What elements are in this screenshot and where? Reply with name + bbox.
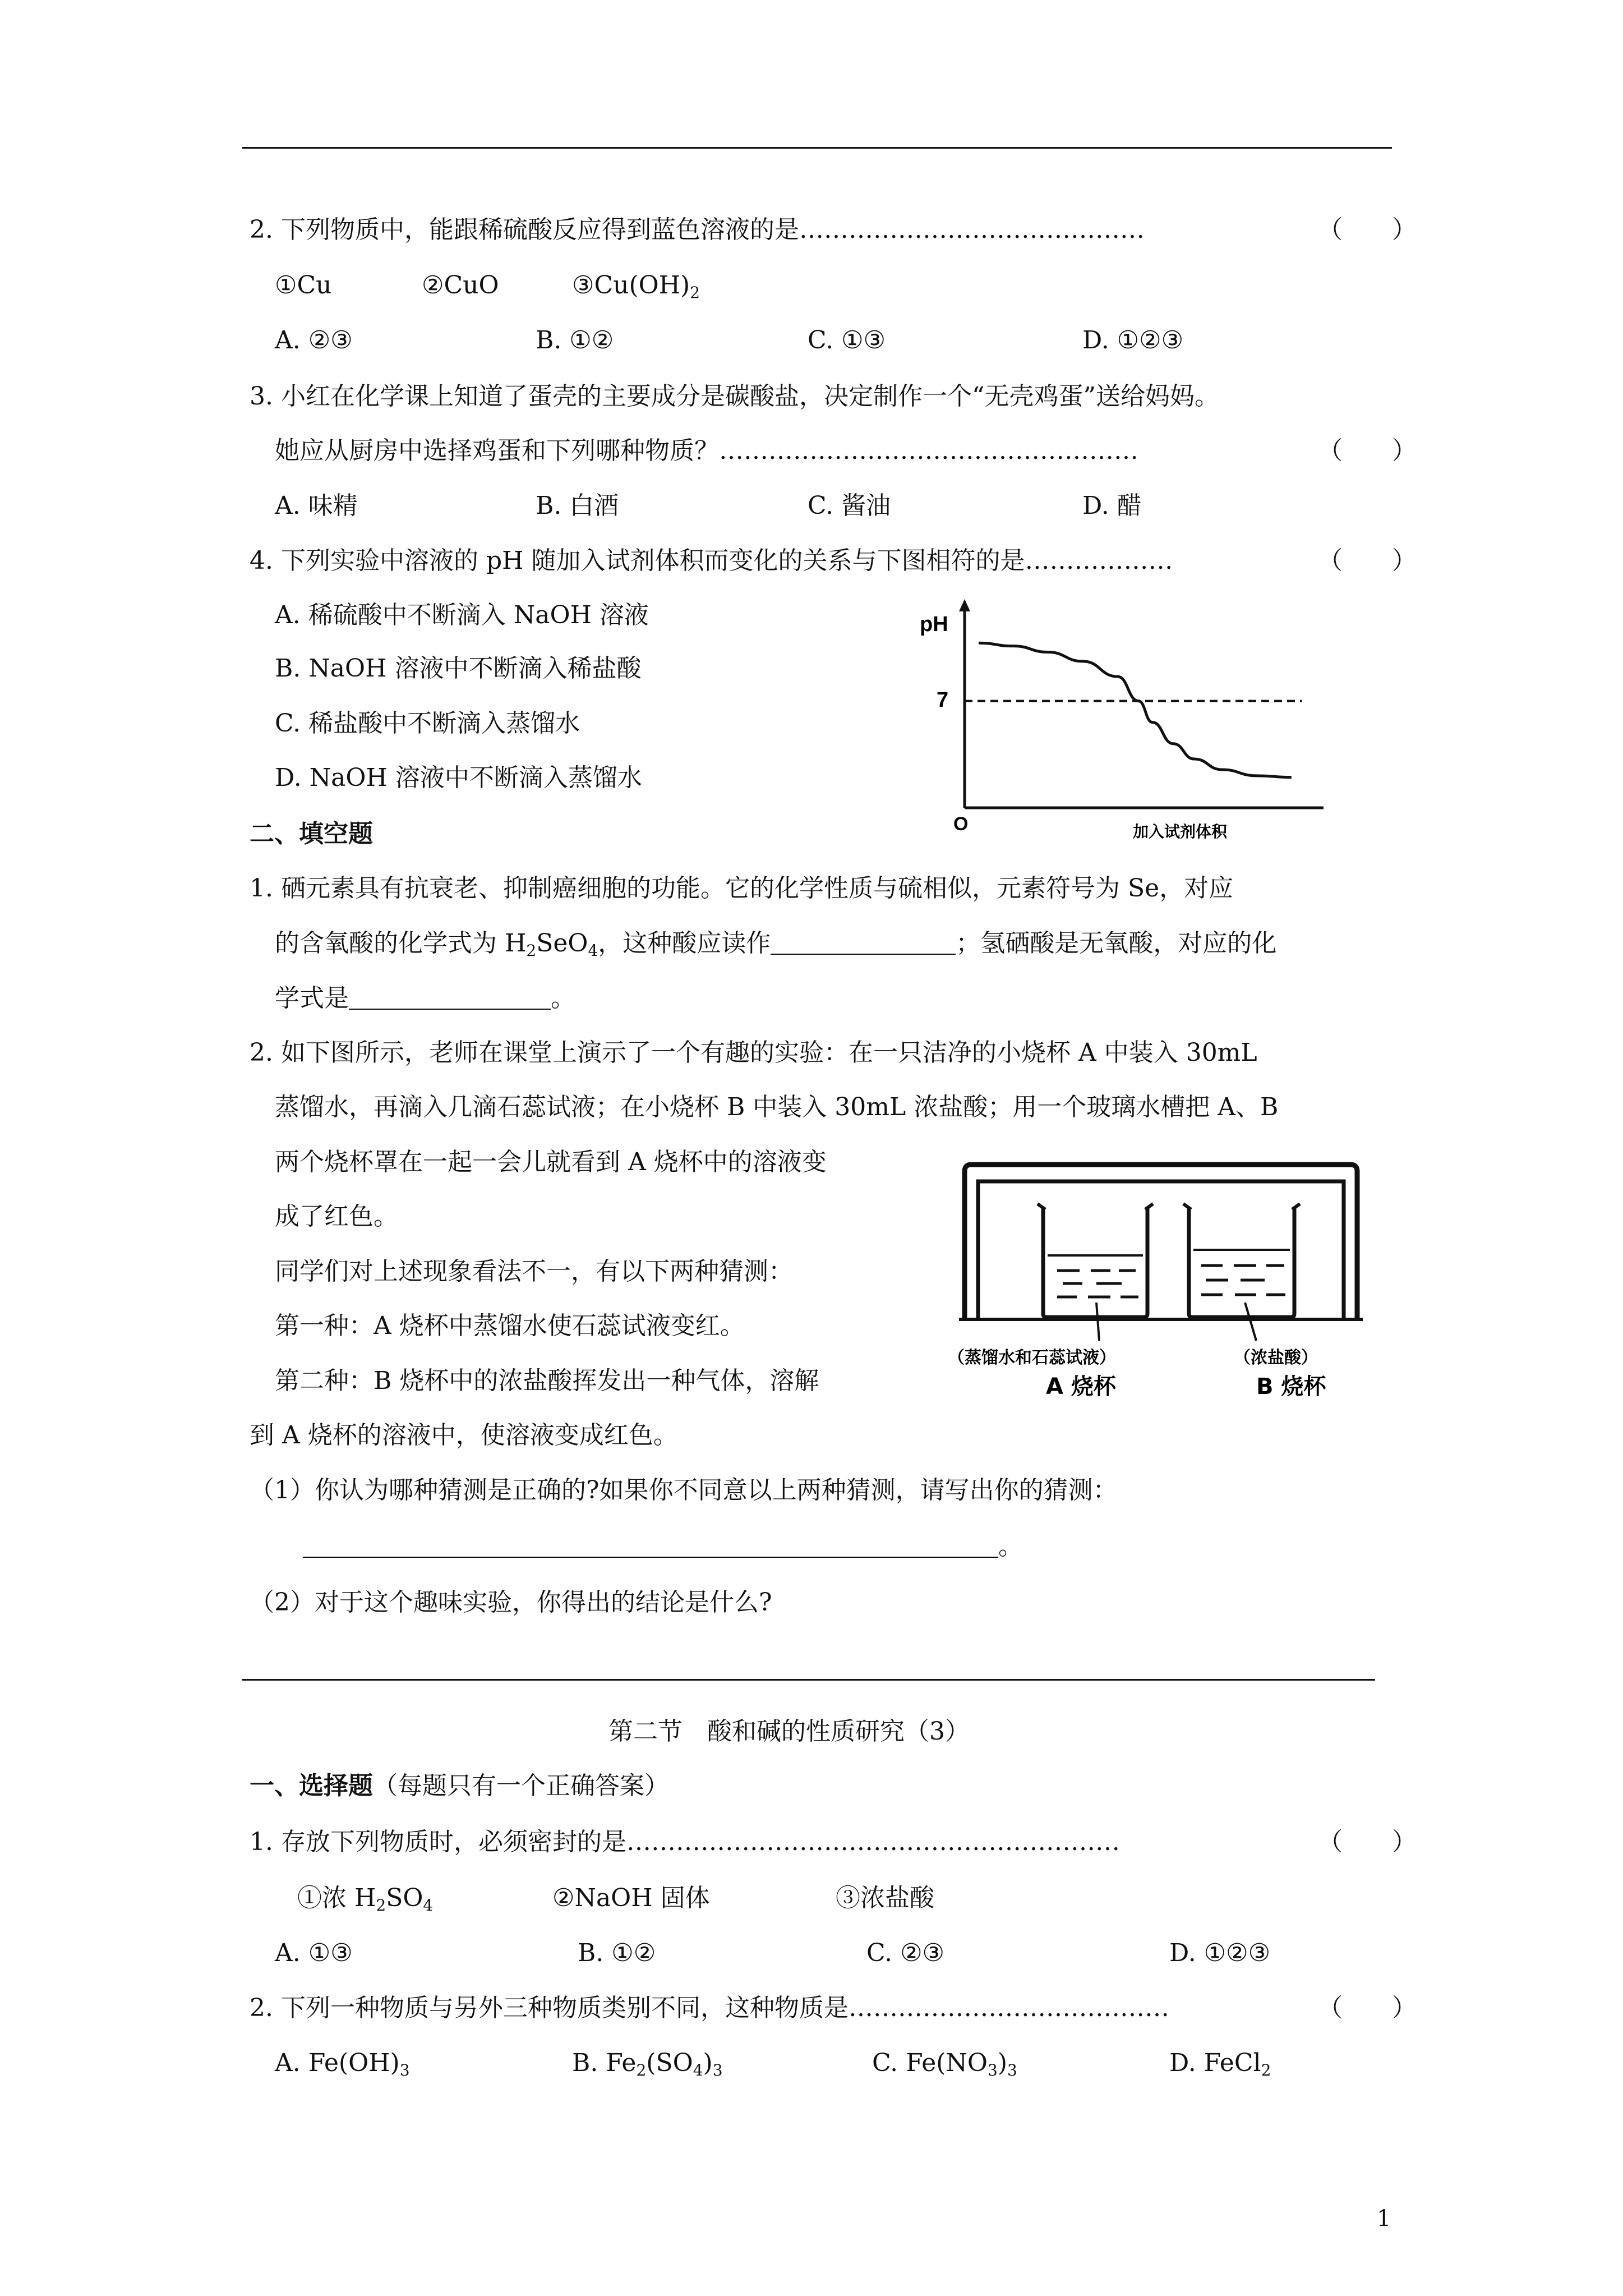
answer-paren: （ ） [1318, 436, 1417, 465]
glass-trough [965, 1165, 1357, 1318]
text: 。 [998, 1532, 1023, 1561]
option-d: D. ①②③ [1082, 326, 1184, 355]
item-3: ③浓盐酸 [836, 1884, 934, 1912]
label-a-sub: （蒸馏水和石蕊试液） [948, 1348, 1116, 1368]
option-b: B. ①② [578, 1939, 656, 1967]
item-2: ②NaOH 固体 [552, 1884, 710, 1912]
option-d: D. 醋 [1082, 491, 1142, 520]
answer-blank[interactable] [349, 986, 551, 1010]
answer-blank[interactable] [303, 1534, 998, 1558]
option-c: C. 稀盐酸中不断滴入蒸馏水 [275, 709, 580, 738]
subscript: 2 [690, 283, 700, 302]
choice-heading [250, 1774, 669, 1798]
fill-q1-line1: 1. 硒元素具有抗衰老、抑制癌细胞的功能。它的化学性质与硫相似，元素符号为 Se，对应 [250, 874, 1234, 903]
section-rule [242, 1679, 1375, 1681]
fill-q2-line5: 同学们对上述现象看法不一，有以下两种猜测： [275, 1257, 793, 1286]
subscript: 2 [526, 941, 537, 960]
text: A. Fe(OH) [275, 2049, 400, 2077]
beaker-b [1189, 1207, 1294, 1317]
page-number: 1 [1377, 2206, 1391, 2231]
text: (SO [646, 2049, 693, 2077]
ph-chart [897, 595, 1346, 841]
y-axis-label: pH [920, 613, 948, 636]
option-c: C. ①③ [808, 326, 886, 355]
option-b: B. NaOH 溶液中不断滴入稀盐酸 [275, 654, 642, 683]
fill-q1-line3 [275, 986, 575, 1011]
subscript: 3 [712, 2061, 723, 2079]
fill-q2-line1: 2. 如下图所示，老师在课堂上演示了一个有趣的实验：在一只洁净的小烧杯 A 中装入 30mL [250, 1038, 1257, 1067]
question-4-stem: 4. 下列实验中溶液的 pH 随加入试剂体积而变化的关系与下图相符的是……………… [250, 546, 1173, 575]
subscript: 2 [1261, 2061, 1271, 2079]
question-text: 2. 下列物质中，能跟稀硫酸反应得到蓝色溶液的是…………………………………… [250, 215, 1145, 244]
text: 的含氧酸的化学式为 H [275, 929, 527, 958]
item-1 [297, 1886, 433, 1913]
answer-paren: （ ） [1318, 215, 1417, 244]
text: ；氢硒酸是无氧酸，对应的化 [956, 929, 1277, 958]
option-a: A. 味精 [275, 491, 358, 520]
item-1: ①Cu [275, 271, 332, 300]
item-3-text: ③Cu(OH) [572, 271, 690, 300]
subscript: 2 [376, 1896, 386, 1915]
heading-note: （每题只有一个正确答案） [373, 1772, 669, 1800]
text: C. Fe(NO [872, 2049, 988, 2077]
text: B. Fe [572, 2049, 637, 2077]
text: ，这种酸应读作 [598, 929, 771, 958]
fill-q2-line8: 到 A 烧杯的溶液中，使溶液变成红色。 [250, 1421, 678, 1450]
label-b-sub: （浓盐酸） [1234, 1348, 1318, 1368]
fill-q2-sub2: （2）对于这个趣味实验，你得出的结论是什么? [250, 1588, 772, 1617]
subscript: 3 [987, 2061, 998, 2079]
text: ①浓 H [297, 1884, 376, 1912]
label-a: A 烧杯 [1046, 1374, 1116, 1400]
fill-q2-line7: 第二种：B 烧杯中的浓盐酸挥发出一种气体，溶解 [275, 1366, 819, 1395]
origin-label: O [953, 813, 969, 835]
heading-text: 一、选择题 [250, 1772, 373, 1800]
option-b: B. 白酒 [536, 491, 619, 520]
text: ) [703, 2049, 713, 2077]
answer-paren: （ ） [1318, 1828, 1417, 1856]
item-2: ②CuO [422, 271, 499, 300]
subscript: 3 [399, 2061, 410, 2079]
bq1-stem: 1. 存放下列物质时，必须密封的是…………………………………………………… [250, 1828, 1120, 1856]
x-axis-label: 加入试剂体积 [1133, 822, 1228, 841]
text: 。 [551, 984, 575, 1013]
liquid-a [1057, 1271, 1138, 1297]
fill-q2-line4: 成了红色。 [275, 1202, 398, 1231]
question-3-line1: 3. 小红在化学课上知道了蛋壳的主要成分是碳酸盐，决定制作一个“无壳鸡蛋”送给妈妈。 [250, 382, 1219, 411]
question-3-line2: 她应从厨房中选择鸡蛋和下列哪种物质？…………………………………………… [275, 436, 1138, 465]
option-c: C. 酱油 [808, 491, 891, 520]
bq2-stem: 2. 下列一种物质与另外三种物质类别不同，这种物质是………………………………… [250, 1994, 1169, 2022]
answer-paren: （ ） [1318, 546, 1417, 575]
option-d [1169, 2051, 1271, 2078]
reference-label: 7 [937, 688, 949, 712]
option-a: A. ①③ [275, 1939, 353, 1967]
label-b: B 烧杯 [1256, 1374, 1326, 1400]
option-b [572, 2051, 723, 2078]
item-3 [572, 273, 700, 301]
fill-q2-sub1-answer [303, 1534, 1023, 1559]
subscript: 4 [693, 2061, 703, 2079]
text: 学式是 [275, 984, 349, 1013]
answer-blank[interactable] [771, 931, 956, 955]
option-a: A. ②③ [275, 326, 353, 355]
section-heading-fill-in: 二、填空题 [250, 820, 373, 848]
beaker-a-lip [1038, 1204, 1153, 1209]
pointer-a [1096, 1303, 1099, 1341]
fill-q2-line3: 两个烧杯罩在一起一会儿就看到 A 烧杯中的溶液变 [275, 1148, 827, 1176]
text: D. FeCl [1169, 2049, 1261, 2077]
subscript: 2 [636, 2061, 647, 2079]
option-c [872, 2051, 1017, 2078]
answer-paren: （ ） [1318, 1994, 1417, 2022]
ph-curve-series [979, 643, 1292, 777]
subscript: 4 [588, 941, 598, 960]
fill-q1-line2 [275, 931, 1276, 959]
y-axis-arrow [959, 599, 970, 611]
subscript: 3 [1007, 2061, 1017, 2079]
text: SO [386, 1884, 423, 1912]
fill-q2-line6: 第一种：A 烧杯中蒸馏水使石蕊试液变红。 [275, 1312, 745, 1340]
text: SeO [536, 929, 588, 958]
fill-q2-line2: 蒸馏水，再滴入几滴石蕊试液；在小烧杯 B 中装入 30mL 浓盐酸；用一个玻璃水槽把 A、B [275, 1093, 1279, 1121]
beaker-figure [942, 1156, 1391, 1414]
option-c: C. ②③ [866, 1939, 944, 1967]
option-d: D. NaOH 溶液中不断滴入蒸馏水 [275, 763, 642, 792]
section-title: 第二节 酸和碱的性质研究（3） [608, 1717, 970, 1746]
text: ) [997, 2049, 1007, 2077]
question-2-stem [250, 215, 1145, 244]
subscript: 4 [423, 1896, 434, 1915]
fill-q2-sub1: （1）你认为哪种猜测是正确的?如果你不同意以上两种猜测，请写出你的猜测： [250, 1476, 1118, 1504]
beaker-b-lip [1183, 1204, 1300, 1209]
pointer-b [1245, 1303, 1256, 1341]
liquid-b [1201, 1266, 1285, 1295]
option-a: A. 稀硫酸中不断滴入 NaOH 溶液 [275, 601, 649, 629]
beaker-a [1043, 1207, 1147, 1317]
option-b: B. ①② [536, 326, 614, 355]
option-d: D. ①②③ [1169, 1939, 1271, 1967]
header-rule [242, 147, 1392, 149]
option-a [275, 2051, 410, 2078]
